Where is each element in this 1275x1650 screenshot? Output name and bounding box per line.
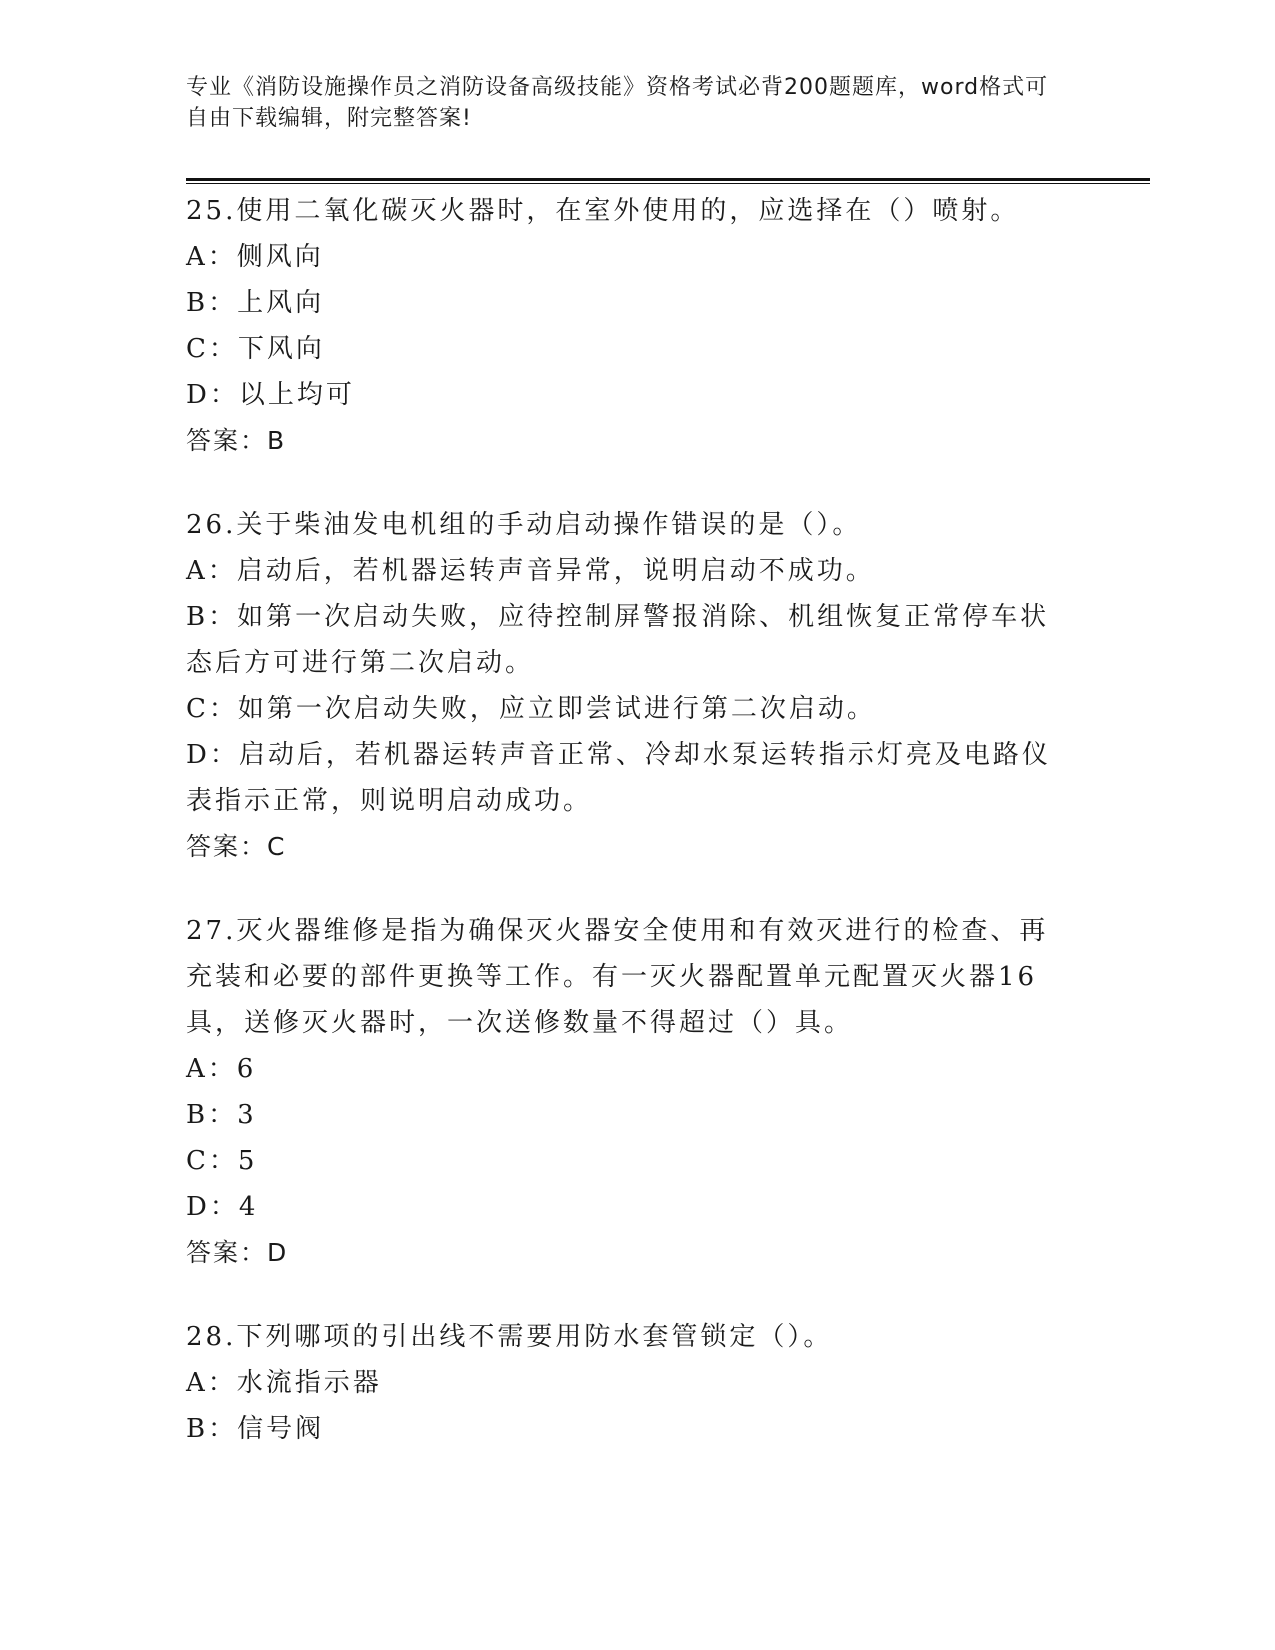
question-stem: 25.使用二氧化碳灭火器时，在室外使用的，应选择在（）喷射。 bbox=[186, 196, 1020, 226]
option-d: D：4 bbox=[186, 1192, 259, 1222]
option-b: B：如第一次启动失败，应待控制屏警报消除、机组恢复正常停车状态后方可进行第二次启动。 bbox=[186, 602, 1050, 678]
header-divider-thin bbox=[186, 183, 1150, 184]
question-27 bbox=[186, 908, 1066, 1276]
question-25 bbox=[186, 188, 1066, 464]
question-26 bbox=[186, 502, 1066, 870]
option-b: B：3 bbox=[186, 1100, 257, 1130]
option-a: A：侧风向 bbox=[186, 242, 324, 272]
answer-label: 答案：D bbox=[186, 1238, 289, 1267]
option-c: C：下风向 bbox=[186, 334, 325, 364]
question-stem: 27.灭火器维修是指为确保灭火器安全使用和有效灭进行的检查、再充装和必要的部件更换等工作。有一灭火器配置单元配置灭火器16具，送修灭火器时，一次送修数量不得超过（）具。 bbox=[186, 916, 1049, 1038]
question-stem: 26.关于柴油发电机组的手动启动操作错误的是（）。 bbox=[186, 510, 862, 540]
option-c: C：如第一次启动失败，应立即尝试进行第二次启动。 bbox=[186, 694, 876, 724]
option-a: A：启动后，若机器运转声音异常，说明启动不成功。 bbox=[186, 556, 875, 586]
answer-label: 答案：B bbox=[186, 426, 287, 455]
question-28 bbox=[186, 1314, 1066, 1452]
option-c: C：5 bbox=[186, 1146, 258, 1176]
option-b: B：上风向 bbox=[186, 288, 325, 318]
option-a: A：水流指示器 bbox=[186, 1368, 382, 1398]
option-d: D：以上均可 bbox=[186, 380, 355, 410]
option-b: B：信号阀 bbox=[186, 1414, 325, 1444]
answer-label: 答案：C bbox=[186, 832, 287, 861]
document-header: 专业《消防设施操作员之消防设备高级技能》资格考试必背200题题库，word格式可自由下载编辑，附完整答案! bbox=[186, 75, 1049, 131]
option-d: D：启动后，若机器运转声音正常、冷却水泵运转指示灯亮及电路仪表指示正常，则说明启动成功。 bbox=[186, 740, 1051, 816]
question-stem: 28.下列哪项的引出线不需要用防水套管锁定（）。 bbox=[186, 1322, 833, 1352]
question-list bbox=[186, 188, 1066, 1490]
header-divider bbox=[186, 178, 1150, 181]
option-a: A：6 bbox=[186, 1054, 257, 1084]
